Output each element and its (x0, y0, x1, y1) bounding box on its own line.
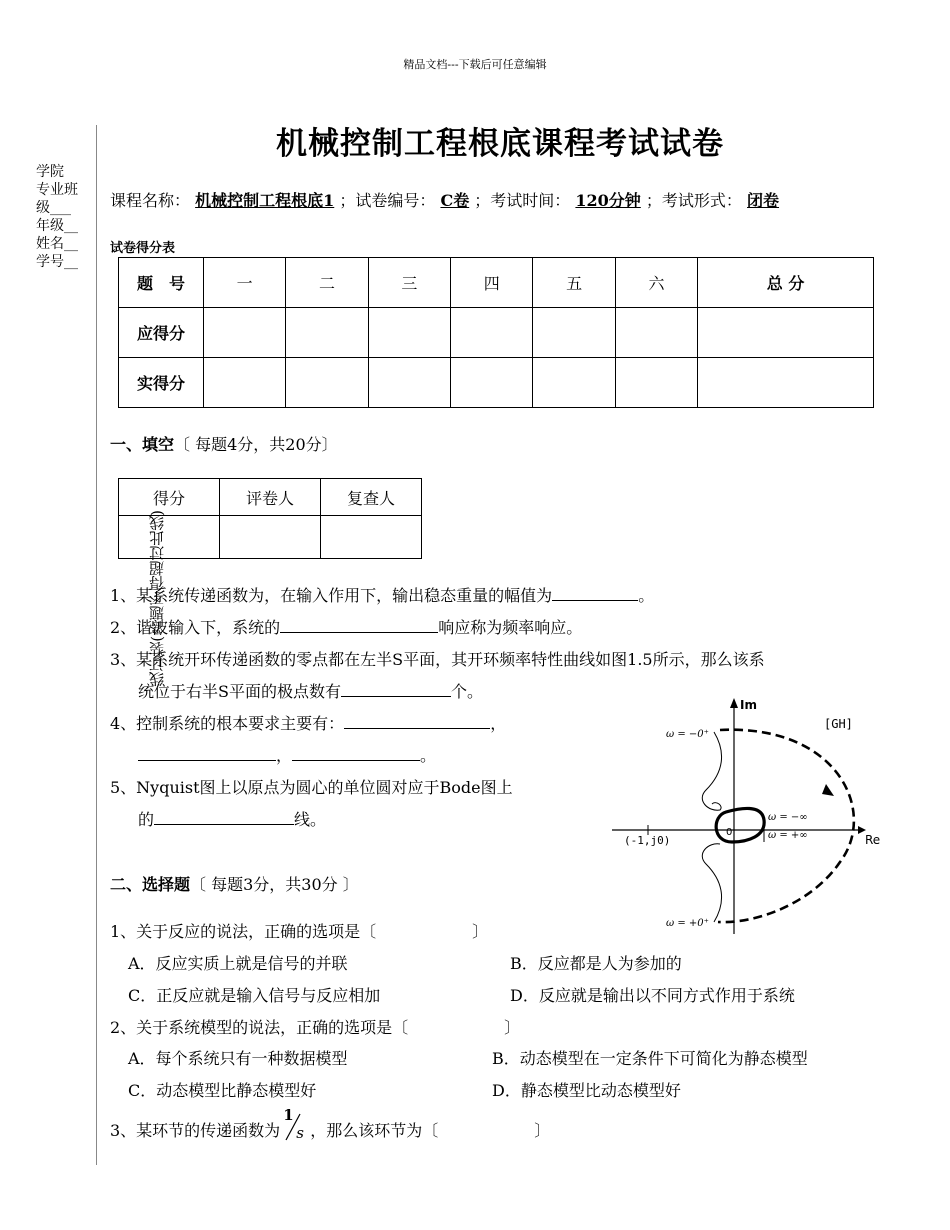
sidebar-line: 年级__ (36, 218, 78, 234)
fraction-slash (280, 1112, 310, 1142)
fill-question-4-cont (138, 743, 436, 766)
omega-neg-inf-label: ω = −∞ (768, 812, 808, 823)
grader-header: 得分 (119, 479, 220, 516)
fill-question-4 (110, 711, 506, 734)
grader-header: 评卷人 (220, 479, 321, 516)
paper-value: C卷 (440, 191, 470, 210)
question-text: 3、某环节的传递函数为 (110, 1121, 281, 1140)
sidebar-line: 级___ (36, 200, 71, 216)
choice-question-2: 2、关于系统模型的说法，正确的选项是〔 〕 (110, 1018, 521, 1037)
option-b[interactable]: B．动态模型在一定条件下可简化为静态模型 (492, 1049, 808, 1068)
table-header-cell: 六 (615, 258, 697, 308)
option-a[interactable]: A．每个系统只有一种数据模型 (128, 1049, 348, 1068)
course-name-label: 课程名称： (110, 191, 191, 210)
fraction-denominator: s (296, 1124, 304, 1142)
section2-title: 二、选择题 (110, 875, 191, 894)
lower-branch (702, 844, 721, 922)
row-label: 应得分 (119, 308, 204, 358)
table-row (119, 358, 874, 408)
option-a[interactable]: A．反应实质上就是信号的并联 (128, 954, 348, 973)
grader-cell[interactable] (321, 516, 422, 559)
grader-table (118, 478, 422, 559)
fill-question-5-cont (138, 807, 326, 830)
score-cell[interactable] (615, 358, 697, 408)
origin-label: 0 (726, 827, 733, 838)
grader-cell[interactable] (119, 516, 220, 559)
im-label: Im (740, 698, 757, 712)
question-text: 的 (138, 810, 155, 829)
table-row (119, 479, 422, 516)
table-header-cell: 三 (368, 258, 450, 308)
answer-blank[interactable] (341, 682, 451, 697)
score-cell[interactable] (368, 358, 450, 408)
critical-point-label: (-1,j0) (624, 834, 671, 847)
score-cell[interactable] (204, 308, 286, 358)
question-text: 个。 (450, 682, 483, 701)
option-d[interactable]: D．反应就是输出以不同方式作用于系统 (510, 986, 795, 1005)
nyquist-figure (608, 692, 888, 940)
omega-bottom-label: ω = +0⁺ (666, 918, 709, 929)
sidebar-line: 专业班 (36, 182, 78, 198)
fill-question-1 (110, 583, 654, 606)
question-text: 。 (638, 586, 655, 605)
score-cell[interactable] (533, 308, 615, 358)
score-table-caption: 试卷得分表 (110, 241, 176, 256)
gh-label: [GH] (824, 717, 853, 731)
form-value: 闭卷 (747, 191, 780, 210)
nyquist-loop (716, 808, 764, 842)
table-row (119, 308, 874, 358)
table-header-cell: 总 分 (698, 258, 874, 308)
score-cell[interactable] (368, 308, 450, 358)
grader-header: 复查人 (321, 479, 422, 516)
question-text: ，那么该环节为〔 〕 (310, 1121, 551, 1140)
question-text: 5、Nyquist图上以原点为圆心的单位圆对应于Bode图上 (110, 778, 513, 797)
score-cell[interactable] (286, 358, 368, 408)
score-cell[interactable] (451, 308, 533, 358)
section2-heading (110, 872, 359, 895)
fill-question-2 (110, 615, 582, 638)
option-d[interactable]: D．静态模型比动态模型好 (492, 1081, 681, 1100)
question-text: 1、某系统传递函数为，在输入作用下，输出稳态重量的幅值为 (110, 586, 553, 605)
infinite-arc (718, 730, 854, 922)
question-text: 4、控制系统的根本要求主要有： (110, 714, 345, 733)
score-cell[interactable] (698, 358, 874, 408)
omega-top-label: ω = −0⁺ (666, 729, 709, 740)
upper-branch (702, 732, 721, 810)
student-info-sidebar (36, 163, 78, 271)
choice-question-1: 1、关于反应的说法，正确的选项是〔 〕 (110, 922, 489, 941)
section1-title: 一、填空 (110, 435, 175, 454)
table-header-cell: 一 (204, 258, 286, 308)
paper-label: ；试卷编号： (339, 191, 436, 210)
arc-arrow (822, 784, 834, 796)
question-text: 统位于右半S平面的极点数有 (138, 682, 341, 701)
question-text: ， (490, 714, 507, 733)
table-header-cell: 二 (286, 258, 368, 308)
fill-question-5 (110, 775, 513, 798)
fill-question-3-cont (138, 679, 483, 702)
option-c[interactable]: C．动态模型比静态模型好 (128, 1081, 317, 1100)
page-title: 机械控制工程根底课程考试试卷 (276, 126, 724, 162)
course-info (110, 188, 779, 211)
score-cell[interactable] (451, 358, 533, 408)
score-cell[interactable] (698, 308, 874, 358)
course-name-value: 机械控制工程根底1 (195, 191, 335, 210)
fill-question-3 (110, 647, 765, 670)
sidebar-line: 学号__ (36, 254, 78, 270)
choice-question-3 (110, 1106, 551, 1142)
re-label: Re (865, 833, 881, 847)
binding-note: 线订装(答题不得超过此线) (148, 510, 166, 687)
score-table (118, 257, 874, 408)
score-cell[interactable] (615, 308, 697, 358)
table-row (119, 258, 874, 308)
grader-cell[interactable] (220, 516, 321, 559)
score-cell[interactable] (533, 358, 615, 408)
answer-blank[interactable] (154, 810, 294, 825)
answer-blank[interactable] (138, 746, 276, 761)
question-text: 线。 (294, 810, 327, 829)
time-value: 120分钟 (575, 191, 641, 210)
answer-blank[interactable] (292, 746, 420, 761)
section1-note: 〔 每题4分，共20分〕 (174, 435, 338, 454)
binding-line (96, 125, 97, 1165)
answer-blank[interactable] (344, 714, 490, 729)
question-text: 2、谐波输入下，系统的 (110, 618, 281, 637)
table-header-cell: 五 (533, 258, 615, 308)
header-note: 精品文档---下载后可任意编辑 (403, 58, 547, 71)
sidebar-line: 学院 (36, 164, 64, 180)
section1-heading (110, 432, 338, 455)
imag-axis-arrow (730, 698, 738, 708)
fraction (280, 1106, 310, 1142)
table-header-cell: 题 号 (119, 258, 204, 308)
sidebar-line: 姓名__ (36, 236, 78, 252)
form-label: ；考试形式： (645, 191, 742, 210)
score-cell[interactable] (286, 308, 368, 358)
score-cell[interactable] (204, 358, 286, 408)
omega-pos-inf-label: ω = +∞ (768, 830, 808, 841)
question-text: 响应称为频率响应。 (438, 618, 583, 637)
table-row (119, 516, 422, 559)
option-b[interactable]: B．反应都是人为参加的 (510, 954, 682, 973)
section2-note: 〔 每题3分，共30分 〕 (190, 875, 359, 894)
question-text: ， (276, 746, 293, 765)
time-label: ；考试时间： (474, 191, 571, 210)
fraction-numerator: 1 (283, 1106, 294, 1124)
row-label: 实得分 (119, 358, 204, 408)
question-text: 。 (420, 746, 437, 765)
answer-blank[interactable] (552, 586, 638, 601)
table-header-cell: 四 (451, 258, 533, 308)
answer-blank[interactable] (280, 618, 438, 633)
option-c[interactable]: C．正反应就是输入信号与反应相加 (128, 986, 381, 1005)
question-text: 3、某系统开环传递函数的零点都在左半S平面，其开环频率特性曲线如图1.5所示，那么该系 (110, 650, 765, 669)
